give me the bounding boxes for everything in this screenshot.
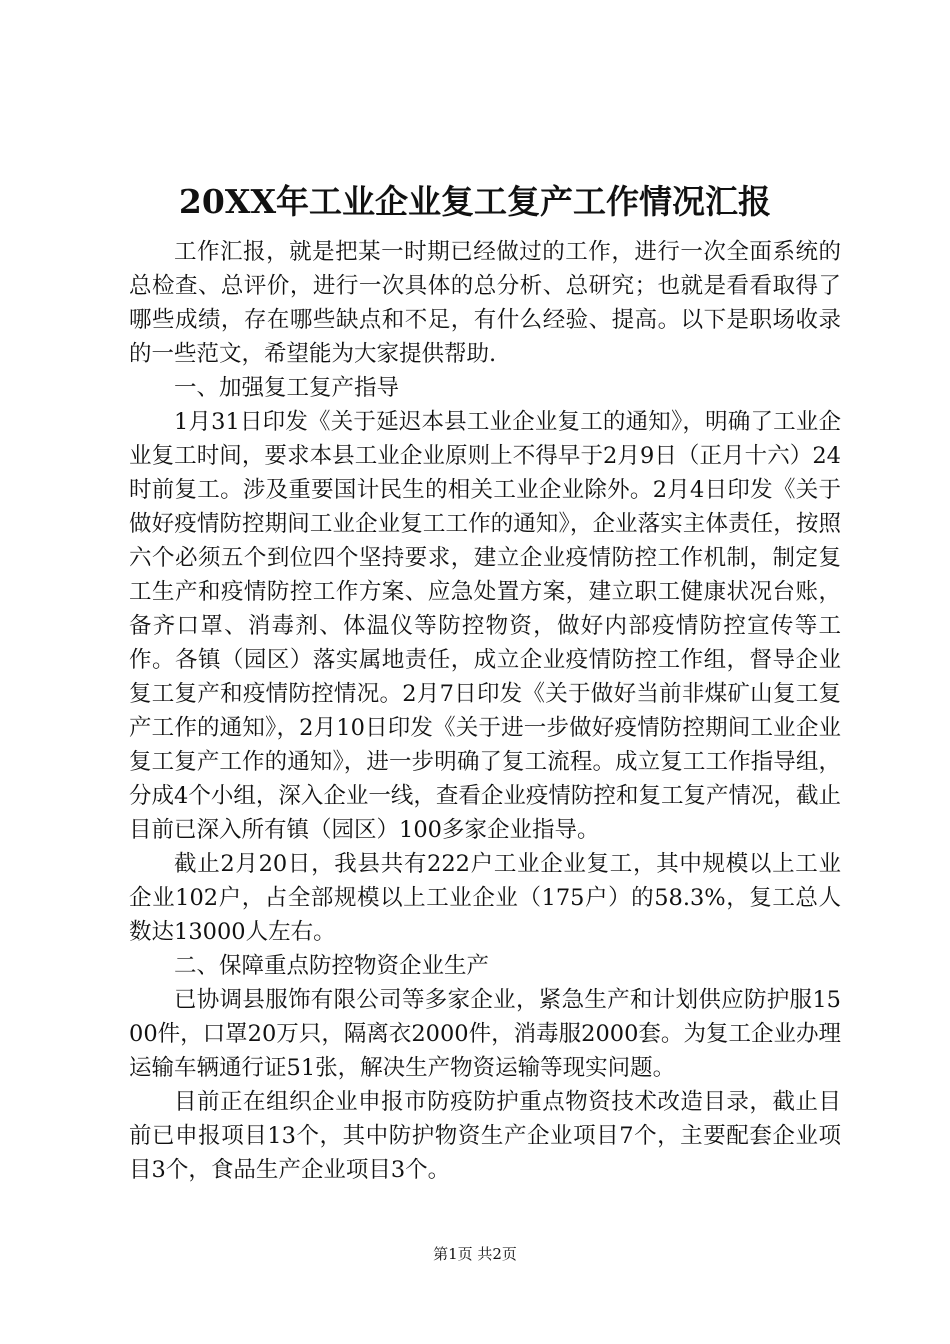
paragraph-projects: 目前正在组织企业申报市防疫防护重点物资技术改造目录，截止目前已申报项目13个，其中防护物资生产企业项目7个，主要配套企业项目3个，食品生产企业项目3个。 [129,1089,841,1183]
section-heading-2: 二、保障重点防控物资企业生产 [174,953,490,979]
document-title: 20XX年工业企业复工复产工作情况汇报 [178,182,772,221]
document-body [129,235,841,1187]
page-number: 第1页 共2页 [433,1245,517,1263]
paragraph-statistics: 截止2月20日，我县共有222户工业企业复工，其中规模以上工业企业102户，占全部规模以上工业企业（175户）的58.3%，复工总人数达13000人左右。 [129,851,841,945]
paragraph-supplies: 已协调县服饰有限公司等多家企业，紧急生产和计划供应防护服1500件，口罩20万只，隔离衣2000件，消毒服2000套。为复工企业办理运输车辆通行证51张，解决生产物资运输等现实问题。 [129,987,841,1081]
section-heading-1: 一、加强复工复产指导 [174,375,400,401]
paragraph-guidance: 1月31日印发《关于延迟本县工业企业复工的通知》，明确了工业企业复工时间，要求本县工业企业原则上不得早于2月9日（正月十六）24时前复工。涉及重要国计民生的相关工业企业除外。2月4日印发《关于做好疫情防控期间工业企业复工工作的通知》，企业落实主体责任，按照六个必须五个到位四个坚持要求，建立企业疫情防控工作机制，制定复工生产和疫情防控工作方案、应急处置方案，建立职工健康状况台账，备齐口罩、消毒剂、体温仪等防控物资，做好内部疫情防控宣传等工作。各镇（园区）落实属地责任，成立企业疫情防控工作组，督导企业复工复产和疫情防控情况。2月7日印发《关于做好当前非煤矿山复工复产工作的通知》，2月10日印发《关于进一步做好疫情防控期间工业企业复工复产工作的通知》，进一步明确了复工流程。成立复工工作指导组，分成4个小组，深入企业一线，查看企业疫情防控和复工复产情况，截止目前已深入所有镇（园区）100多家企业指导。 [129,409,841,843]
paragraph-intro: 工作汇报，就是把某一时期已经做过的工作，进行一次全面系统的总检查、总评价，进行一次具体的总分析、总研究；也就是看看取得了哪些成绩，存在哪些缺点和不足，有什么经验、提高。以下是职场收录的一些范文，希望能为大家提供帮助. [129,239,841,367]
